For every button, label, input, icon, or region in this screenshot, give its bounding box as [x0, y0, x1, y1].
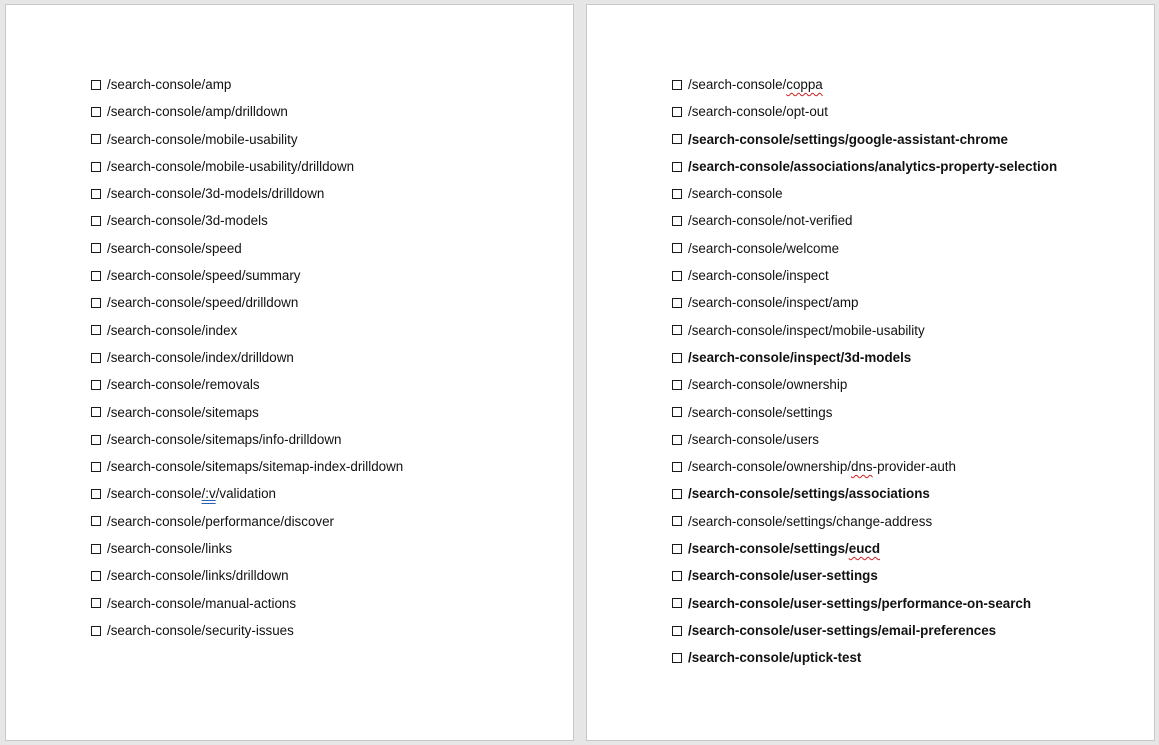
checklist-item — [672, 289, 1057, 316]
checklist-right — [672, 71, 1057, 672]
item-path-label: /search-console/not-verified — [688, 213, 853, 229]
checkbox-icon[interactable] — [91, 80, 101, 90]
item-path-label — [107, 480, 276, 507]
proofing-marked-word: /:v — [201, 486, 216, 502]
item-path-label: /search-console/inspect/3d-models — [688, 349, 912, 365]
item-path-label: /search-console/user-settings/performance-on-search — [688, 595, 1032, 611]
checklist-item — [91, 399, 403, 426]
item-path-label: /search-console/sitemaps/info-drilldown — [107, 431, 342, 447]
item-path-label: /search-console/security-issues — [107, 622, 294, 638]
checkbox-icon[interactable] — [672, 598, 682, 608]
item-path-label: /search-console/amp — [107, 77, 232, 92]
checkbox-icon[interactable] — [672, 489, 682, 499]
checkbox-icon[interactable] — [91, 298, 101, 308]
checkbox-icon[interactable] — [91, 107, 101, 117]
checklist-item — [91, 262, 403, 289]
checkbox-icon[interactable] — [91, 571, 101, 581]
checklist-item — [672, 317, 1057, 344]
checklist-item — [672, 508, 1057, 535]
checklist-item — [672, 153, 1057, 180]
checkbox-icon[interactable] — [672, 544, 682, 554]
proofing-marked-word: coppa — [786, 77, 823, 92]
item-path-label: /search-console/users — [688, 431, 819, 447]
checkbox-icon[interactable] — [672, 571, 682, 581]
checkbox-icon[interactable] — [672, 516, 682, 526]
checklist-item — [672, 562, 1057, 589]
checklist-item — [672, 590, 1057, 617]
checklist-item — [91, 371, 403, 398]
checklist-item — [91, 426, 403, 453]
item-path-label: /search-console/mobile-usability — [107, 131, 298, 147]
checklist-item — [672, 426, 1057, 453]
checklist-item — [91, 153, 403, 180]
checklist-item — [672, 98, 1057, 125]
checkbox-icon[interactable] — [91, 380, 101, 390]
item-path-label: /search-console/user-settings/email-preferences — [688, 622, 997, 638]
item-path-label: /search-console/mobile-usability/drilldown — [107, 158, 355, 174]
checkbox-icon[interactable] — [672, 80, 682, 90]
path-prefix: /search-console/settings/ — [688, 541, 849, 557]
checkbox-icon[interactable] — [91, 243, 101, 253]
checklist-item — [91, 180, 403, 207]
checklist-item — [672, 644, 1057, 671]
path-prefix: /search-console/ownership/ — [688, 459, 852, 475]
item-path-label: /search-console/welcome — [688, 240, 840, 256]
checkbox-icon[interactable] — [672, 189, 682, 199]
checkbox-icon[interactable] — [91, 134, 101, 144]
path-suffix: -provider-auth — [872, 459, 956, 475]
checkbox-icon[interactable] — [672, 134, 682, 144]
item-path-label: /search-console/manual-actions — [107, 595, 297, 611]
item-path-label: /search-console/settings — [688, 404, 833, 420]
checkbox-icon[interactable] — [672, 380, 682, 390]
item-path-label: /search-console/index — [107, 322, 238, 338]
item-path-label: /search-console/associations/analytics-property-selection — [688, 158, 1058, 174]
checkbox-icon[interactable] — [672, 626, 682, 636]
checkbox-icon[interactable] — [91, 489, 101, 499]
checkbox-icon[interactable] — [91, 325, 101, 335]
document-page-right — [586, 4, 1155, 741]
checklist-item — [672, 180, 1057, 207]
checklist-item — [91, 71, 403, 98]
checklist-item — [672, 480, 1057, 507]
item-path-label: /search-console/amp/drilldown — [107, 104, 288, 120]
item-path-label — [688, 535, 880, 562]
checkbox-icon[interactable] — [672, 435, 682, 445]
item-path-label: /search-console/speed/summary — [107, 268, 301, 284]
checklist-item — [91, 207, 403, 234]
checklist-item — [91, 617, 403, 644]
checkbox-icon[interactable] — [91, 462, 101, 472]
checkbox-icon[interactable] — [91, 407, 101, 417]
item-path-label: /search-console/settings/google-assistant-chrome — [688, 131, 1008, 147]
checkbox-icon[interactable] — [672, 271, 682, 281]
checkbox-icon[interactable] — [91, 189, 101, 199]
item-path-label: /search-console/inspect/mobile-usability — [688, 322, 925, 338]
path-suffix: /validation — [215, 486, 276, 502]
checklist-item — [91, 453, 403, 480]
item-path-label: /search-console/inspect/amp — [688, 295, 859, 311]
checkbox-icon[interactable] — [91, 216, 101, 226]
item-path-label: /search-console/speed/drilldown — [107, 295, 299, 311]
checkbox-icon[interactable] — [91, 271, 101, 281]
item-path-label: /search-console/settings/associations — [688, 486, 930, 502]
proofing-marked-word: eucd — [848, 541, 881, 557]
checkbox-icon[interactable] — [91, 626, 101, 636]
path-prefix: /search-console/ — [688, 77, 787, 92]
checklist-item — [672, 71, 1057, 98]
item-path-label: /search-console/performance/discover — [107, 513, 335, 529]
checkbox-icon[interactable] — [672, 325, 682, 335]
checkbox-icon[interactable] — [672, 298, 682, 308]
checklist-item — [91, 562, 403, 589]
checklist-item — [672, 399, 1057, 426]
checkbox-icon[interactable] — [672, 407, 682, 417]
checklist-item — [672, 235, 1057, 262]
document-page-left — [5, 4, 574, 741]
item-path-label: /search-console/ownership — [688, 377, 848, 393]
item-path-label: /search-console/sitemaps/sitemap-index-drilldown — [107, 459, 404, 475]
item-path-label: /search-console/inspect — [688, 268, 829, 284]
checklist-item — [672, 617, 1057, 644]
checklist-item — [91, 98, 403, 125]
item-path-label: /search-console/removals — [107, 377, 260, 393]
checklist-item — [91, 535, 403, 562]
item-path-label: /search-console/sitemaps — [107, 404, 259, 420]
checkbox-icon[interactable] — [91, 435, 101, 445]
item-path-label: /search-console/speed — [107, 240, 242, 256]
item-path-label — [688, 71, 823, 98]
checklist-left — [91, 71, 403, 644]
item-path-label: /search-console/3d-models — [107, 213, 268, 229]
checklist-item — [91, 480, 403, 507]
checklist-item — [672, 207, 1057, 234]
checklist-item — [91, 235, 403, 262]
item-path-label: /search-console/3d-models/drilldown — [107, 186, 325, 202]
checklist-item — [91, 590, 403, 617]
checklist-item — [672, 453, 1057, 480]
item-path-label: /search-console/opt-out — [688, 104, 828, 120]
checkbox-icon[interactable] — [91, 162, 101, 172]
proofing-marked-word: dns — [851, 459, 873, 475]
item-path-label: /search-console/settings/change-address — [688, 513, 933, 529]
checkbox-icon[interactable] — [672, 162, 682, 172]
checklist-item — [91, 289, 403, 316]
checkbox-icon[interactable] — [672, 462, 682, 472]
item-path-label: /search-console/links — [107, 541, 233, 557]
checklist-item — [91, 126, 403, 153]
checklist-item — [672, 535, 1057, 562]
checklist-item — [672, 126, 1057, 153]
checklist-item — [672, 344, 1057, 371]
checkbox-icon[interactable] — [672, 653, 682, 663]
checklist-item — [672, 262, 1057, 289]
checkbox-icon[interactable] — [672, 243, 682, 253]
checklist-item — [91, 344, 403, 371]
item-path-label: /search-console/user-settings — [688, 568, 878, 584]
item-path-label — [688, 453, 956, 480]
checklist-item — [91, 317, 403, 344]
checklist-item — [91, 508, 403, 535]
checkbox-icon[interactable] — [91, 353, 101, 363]
checkbox-icon[interactable] — [672, 353, 682, 363]
item-path-label: /search-console/index/drilldown — [107, 349, 294, 365]
path-prefix: /search-console — [107, 486, 202, 502]
item-path-label: /search-console/uptick-test — [688, 650, 862, 666]
checkbox-icon[interactable] — [91, 516, 101, 526]
item-path-label: /search-console/links/drilldown — [107, 568, 289, 584]
checkbox-icon[interactable] — [91, 544, 101, 554]
checklist-item — [672, 371, 1057, 398]
item-path-label: /search-console — [688, 186, 783, 202]
checkbox-icon[interactable] — [672, 107, 682, 117]
checkbox-icon[interactable] — [91, 598, 101, 608]
checkbox-icon[interactable] — [672, 216, 682, 226]
